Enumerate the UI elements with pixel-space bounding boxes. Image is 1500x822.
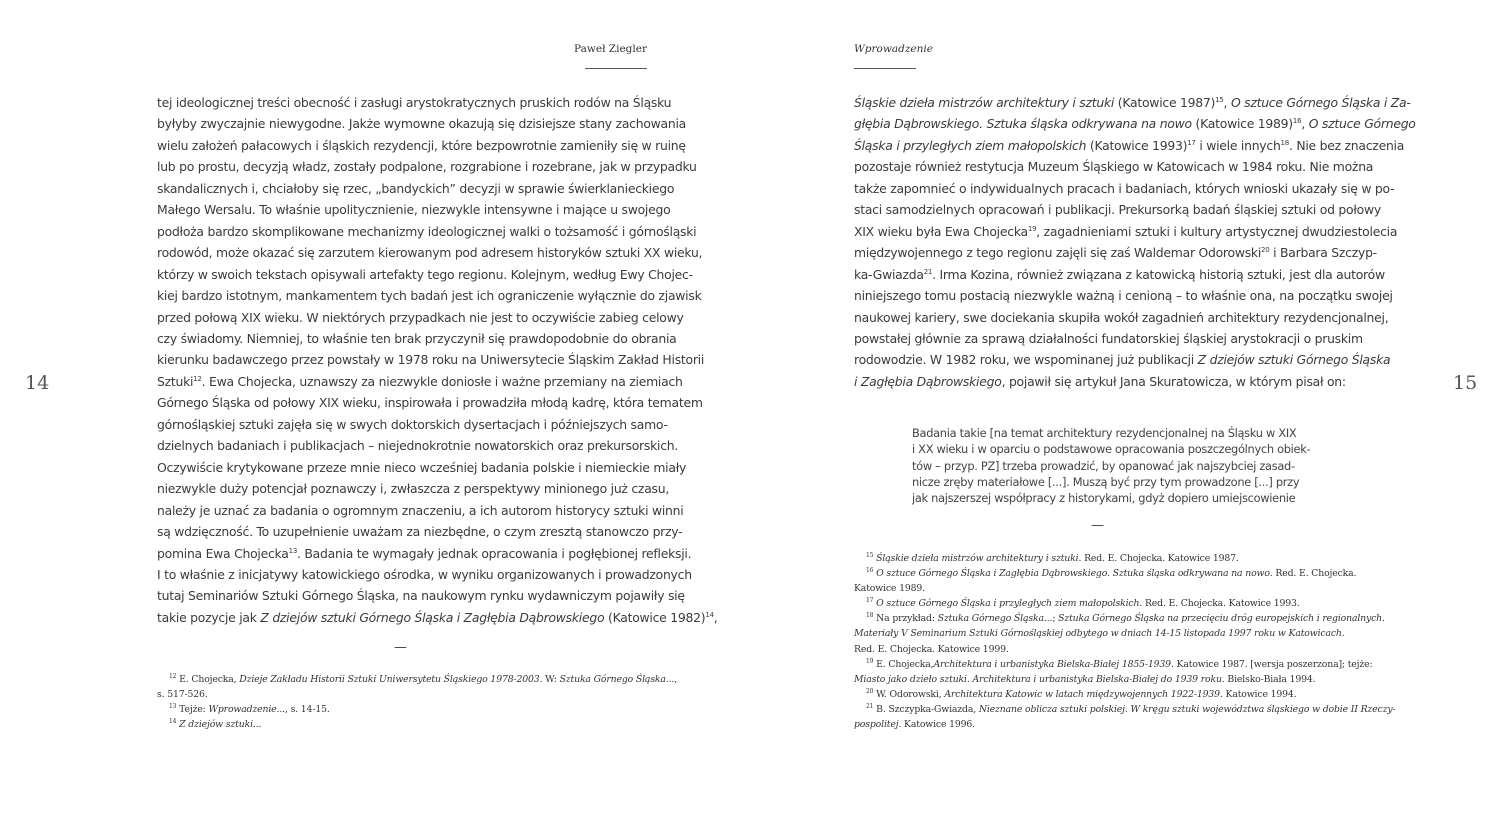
text-line: rodowód, może okazać się zarzutem kierowanym pod adresem historyków sztuki XX wieku, (157, 245, 703, 261)
text-line: górnośląskiej sztuki zajęła się w swych doktorskich dysertacjach i późniejszych samo- (157, 416, 668, 432)
footnote-ref: 19 (1027, 224, 1037, 233)
text-line: dzielnych badaniach i publikacjach – niejednokrotnie nowatorskich oraz prekursorskich. (157, 438, 679, 454)
footnote-15: $^{15}$ Śląskie dzieła mistrzów architektury i sztuki. Red. E. Chojecka. Katowice 1987. (866, 551, 1239, 564)
footnote-16-cont: Katowice 1989. (854, 583, 925, 595)
text-line: kiej bardzo istotnym, mankamentem tych badań jest ich ograniczenie wyłącznie do zjawisk (157, 288, 702, 304)
footnote-14: $^{14}$ Z dziejów sztuki... (169, 718, 262, 731)
quote-line: i XX wieku i w oparciu o podstawowe opracowania poszczególnych obiek- (912, 442, 1311, 457)
text-line: Górnego Śląska od połowy XIX wieku, inspirowała i prowadziła młodą kadrę, która tematem (157, 395, 703, 411)
text-line: skandalicznych i, chciałoby się rzec, „bandyckich” decyzji w sprawie świerklanieckiego (157, 180, 675, 196)
footnote-ref: 14 (705, 610, 714, 619)
section-dash: — (394, 640, 407, 655)
text-line: są wdzięczność. To uzupełnienie uważam za niezbędne, o czym zresztą stanowczo przy- (157, 524, 683, 540)
section-dash: — (1091, 518, 1104, 533)
quote-line: nicze zręby materiałowe [...]. Muszą być przy tym prowadzone [...] przy (912, 474, 1300, 489)
text-line: Śląska i przyległych ziem małopolskich (Katowice 1993)$^{17}$ i wiele innych$^{18}$. Nie bez znaczenia (854, 137, 1405, 153)
text-line: rodowodzie. W 1982 roku, we wspominanej już publikacji Z dziejów sztuki Górnego Śląska (854, 352, 1391, 368)
text-line: XIX wieku była Ewa Chojecka$^{19}$, zagadnieniami sztuki i kultury artystycznej dwudziestolecia (854, 223, 1398, 239)
text-line: powstałej głównie za sprawą działalności fundatorskiej śląskiej arystokracji o pruskim (854, 330, 1363, 346)
footnote-ref: 21 (923, 267, 933, 276)
text-line: przed połową XIX wieku. W niektórych przypadkach nie jest to oczywiście zabieg celowy (157, 309, 684, 325)
body-text (854, 92, 1416, 392)
footnote-ref: 15 (1215, 95, 1224, 104)
text-line: ka-Gwiazda$^{21}$. Irma Kozina, również związana z katowicką historią sztuki, jest dla autorów (854, 266, 1385, 282)
text-line: pomina Ewa Chojecka$^{13}$. Badania te wymagały jednak opracowania i pogłębionej refleksji. (157, 545, 692, 561)
footnote-ref: 12 (193, 374, 202, 383)
text-line: byłyby zwyczajnie niewygodne. Jakże wymowne okazują się dzisiejsze stany zachowania (157, 116, 687, 132)
quote-line: jak najszerszej współpracy z historykami, gdyż dopiero umiejscowienie (912, 491, 1296, 506)
text-line: Małego Wersalu. To właśnie upolitycznienie, niezwykle intensywne i mające u swojego (157, 202, 671, 218)
text-line: i Zagłębia Dąbrowskiego, pojawił się artykuł Jana Skuratowicza, w którym pisał on: (854, 373, 1346, 389)
text-line: niniejszego tomu postacią niezwykle ważną i cenioną – to właśnie ona, na początku swojej (854, 288, 1393, 304)
quote-line: Badania takie [na temat architektury rezydencjonalnej na Śląsku w XIX (912, 426, 1297, 440)
footnote-12: $^{12}$ E. Chojecka, Dzieje Zakładu Historii Sztuki Uniwersytetu Śląskiego 1978-2003. W: Sztuka Górnego Śląska..., (169, 672, 678, 685)
footnotes (157, 672, 678, 732)
text-line: także zapomnieć o indywidualnych pracach i badaniach, których wnioski ukazały się w po- (854, 180, 1395, 196)
text-line: naukowej kariery, swe dociekania skupiła wokół zagadnień architektury rezydencjonalnej, (854, 309, 1389, 325)
running-head-chapter: Wprowadzenie (854, 43, 933, 55)
footnote-18: $^{18}$ Na przykład: Sztuka Górnego Śląska...; Sztuka Górnego Śląska na przecięciu dróg europejskich i regionalnych. (866, 612, 1385, 625)
block-quote (912, 425, 1311, 506)
footnote-17: $^{17}$ O sztuce Górnego Śląska i przyległych ziem małopolskich. Red. E. Chojecka. Katowice 1993. (866, 597, 1300, 610)
footnote-21-cont: pospolitej. Katowice 1996. (854, 719, 975, 731)
footnote-ref: 16 (1292, 117, 1302, 126)
text-line: podłoża bardzo skomplikowane mechanizmy ideologicznej walki o tożsamość i górnośląski (157, 223, 697, 239)
text-line: Sztuki$^{12}$. Ewa Chojecka, uznawszy za niezwykle doniosłe i ważne przemiany na ziemiach (157, 373, 683, 389)
text-line: I to właśnie z inicjatywy katowickiego ośrodka, w wyniku organizowanych i prowadzonych (157, 566, 692, 582)
footnote-18-cont: Red. E. Chojecka. Katowice 1999. (854, 643, 1009, 655)
text-line: pozostaje również restytucja Muzeum Śląskiego w Katowicach w 1984 roku. Nie można (854, 159, 1374, 175)
text-line: staci samodzielnych opracowań i publikacji. Prekursorką badań śląskiej sztuki od połowy (854, 202, 1381, 218)
text-line: wielu założeń pałacowych i śląskich rezydencji, które bezpowrotnie zamieniły się w ruinę (157, 137, 686, 153)
footnote-ref: 20 (1261, 246, 1270, 255)
footnote-12-cont: s. 517-526. (157, 689, 208, 701)
header-rule (854, 68, 916, 69)
text-line: tej ideologicznej treści obecność i zasługi arystokratycznych pruskich rodów na Śląsku (157, 95, 672, 110)
text-line: takie pozycje jak Z dziejów sztuki Górnego Śląska i Zagłębia Dąbrowskiego (Katowice 1982)$^{14}$, (157, 609, 718, 625)
text-line: którzy w swoich tekstach opisywali artefakty tego regionu. Kolejnym, według Ewy Chojec- (157, 266, 693, 282)
page-number: 14 (25, 372, 50, 394)
footnote-ref: 17 (1187, 138, 1196, 147)
header-rule (585, 68, 647, 69)
page-number: 15 (1453, 372, 1478, 394)
running-head-author: Paweł Ziegler (574, 43, 647, 55)
text-line: głębia Dąbrowskiego. Sztuka śląska odkrywana na nowo (Katowice 1989)$^{16}$, O sztuce Górnego (854, 116, 1416, 132)
text-line: niezwykle duży potencjał poznawczy i, zwłaszcza z perspektywy minionego już czasu, (157, 481, 670, 497)
text-line: lub po prostu, decyzją władz, zostały podpalone, rozgrabione i rozebrane, jak w przypadku (157, 159, 697, 175)
footnotes (854, 551, 1396, 732)
text-line: tutaj Seminariów Sztuki Górnego Śląska, na naukowym rynku wydawniczym pojawiły się (157, 588, 685, 604)
text-line: Oczywiście krytykowane przeze mnie nieco wcześniej badania polskie i niemieckie miały (157, 459, 687, 475)
footnote-20: $^{20}$ W. Odorowski, Architektura Katowic w latach międzywojennych 1922-1939. Katowice 1994. (866, 687, 1297, 700)
text-line: międzywojennego z tego regionu zajęli się zaś Waldemar Odorowski$^{20}$ i Barbara Szczyp- (854, 245, 1377, 261)
body-text (157, 92, 718, 628)
quote-line: tów – przyp. PZ] trzeba prowadzić, by opanować jak najszybciej zasad- (912, 458, 1295, 473)
footnote-16: $^{16}$ O sztuce Górnego Śląska i Zagłębia Dąbrowskiego. Sztuka śląska odkrywana na nowo. Red. E. Chojecka. (866, 567, 1357, 580)
text-line: czy świadomy. Niemniej, to właśnie ten brak przyczynił się prawdopodobnie do obrania (157, 330, 677, 346)
footnote-19-cont: Miasto jako dzieło sztuki. Architektura i urbanistyka Bielska-Białej do 1939 roku. Bielsko-Biała 1994. (854, 673, 1316, 685)
footnote-21: $^{21}$ B. Szczypka-Gwiazda, Nieznane oblicza sztuki polskiej. W kręgu sztuki województwa śląskiego w dobie II Rzeczy- (866, 702, 1396, 715)
footnote-19: $^{19}$ E. Chojecka,Architektura i urbanistyka Bielska-Białej 1855-1939. Katowice 1987. [wersja poszerzona]; tejże: (866, 657, 1373, 670)
footnote-18-cont: Materiały V Seminarium Sztuki Górnośląskiej odbytego w dniach 14-15 listopada 1997 roku w Katowicach. (854, 628, 1345, 640)
text-line: należy je uznać za badania o ogromnym znaczeniu, a ich autorom historycy sztuki winni (157, 502, 684, 518)
text-line: kierunku badawczego przez powstały w 1978 roku na Uniwersytecie Śląskim Zakład Historii (157, 352, 705, 368)
footnote-13: $^{13}$ Tejże: Wprowadzenie..., s. 14-15. (169, 703, 330, 716)
right-page (750, 0, 1500, 822)
text-line: Śląskie dzieła mistrzów architektury i sztuki (Katowice 1987)$^{15}$, O sztuce Górnego Śląska i Za- (854, 95, 1411, 110)
footnote-ref: 18 (1280, 138, 1289, 147)
footnote-ref: 13 (288, 546, 298, 555)
